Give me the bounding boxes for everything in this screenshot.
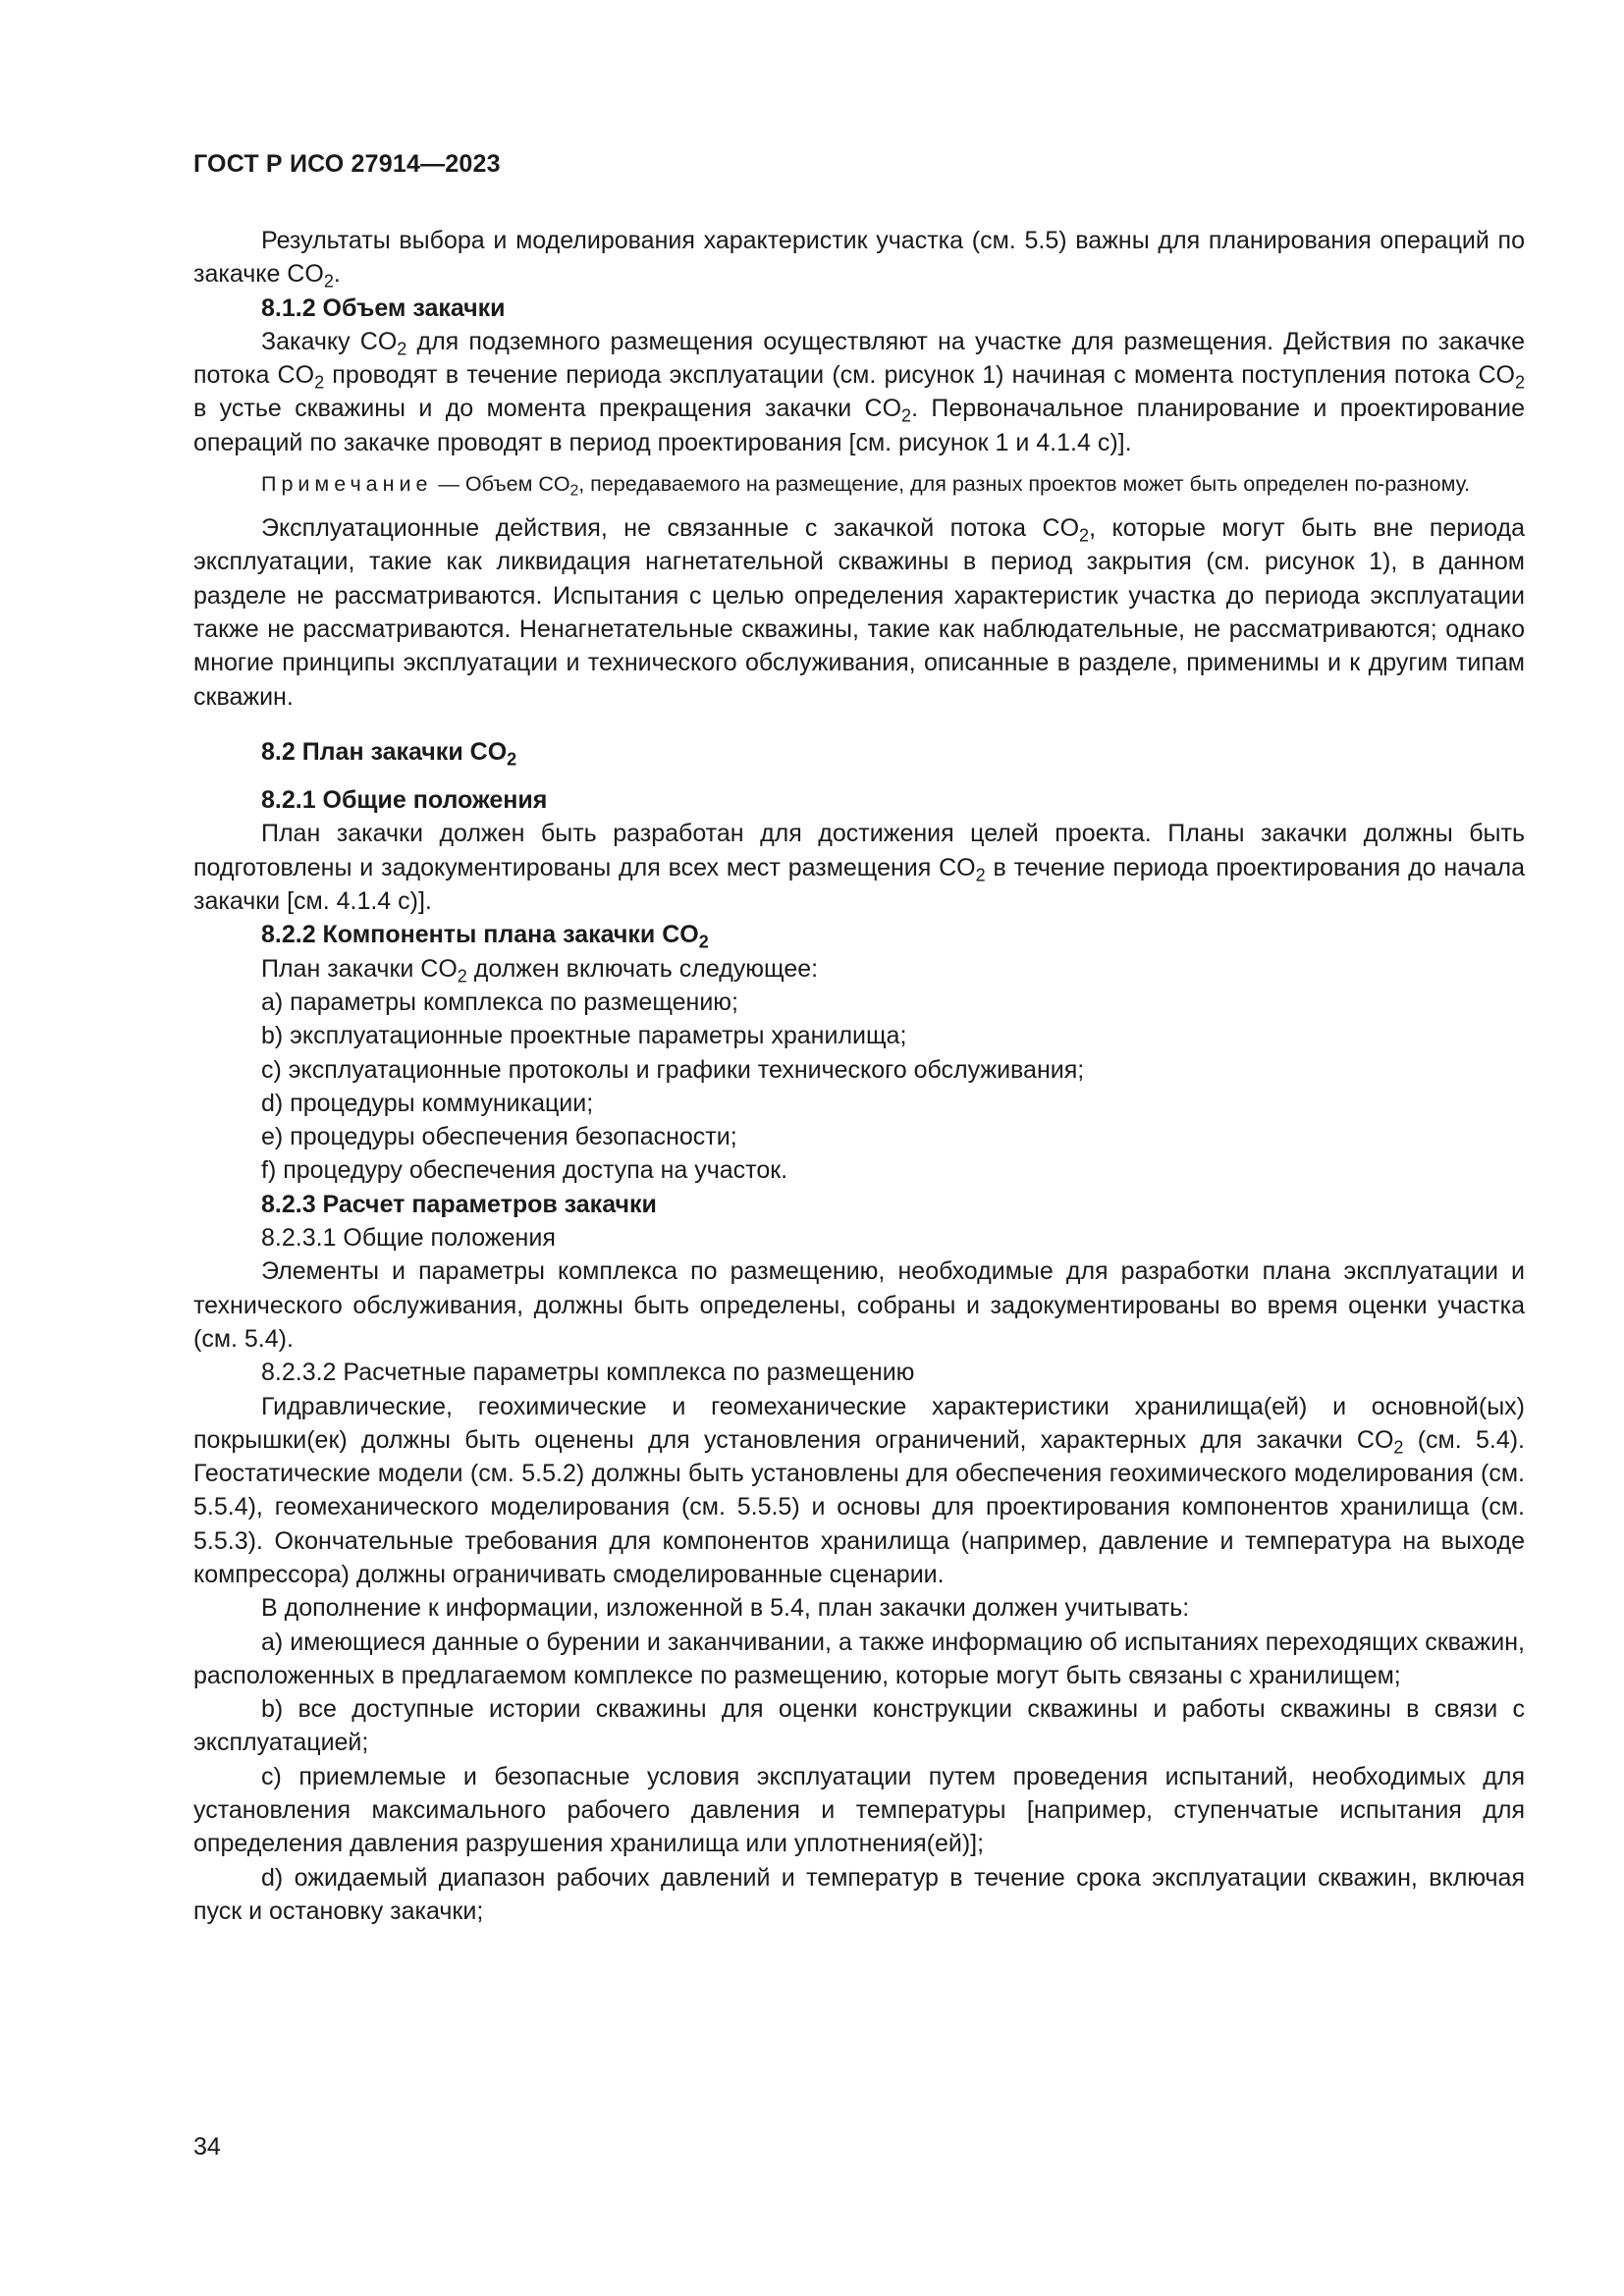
standard-header: ГОСТ Р ИСО 27914—2023 (193, 150, 501, 178)
page-number: 34 (193, 2133, 221, 2161)
list-item: e) процедуры обеспечения безопасности; (261, 1123, 737, 1151)
paragraph-plan-components: План закачки $CO_2$ должен включать следующее: (261, 954, 819, 987)
list-item: a) параметры комплекса по размещению; (261, 988, 738, 1016)
paragraph-injection-plan: План закачки должен быть разработан для достижения целей проекта. Планы закачки должны быть подготовлены и задокументированы для всех мест размещения $CO_2$ в течение периода проектирования до начала закачки [см. 4.1.4 c)]. (193, 820, 1525, 916)
note: Примечание — Объем $CO_2$, передаваемого на размещение, для разных проектов может быть определен по-разному. (261, 472, 1471, 500)
paragraph-site-selection: Результаты выбора и моделирования характеристик участка (см. 5.5) важны для планирования операций по закачке $CO_2$. (193, 227, 1525, 292)
list-item: a) имеющиеся данные о бурении и заканчивании, а также информацию об испытаниях переходящих скважин, расположенных в предлагаемом комплексе по размещению, которые могут быть связаны с хранилищем; (193, 1628, 1525, 1689)
paragraph-hydraulic-characteristics: Гидравлические, геохимические и геомеханические характеристики хранилища(ей) и основной(ых) покрышки(ек) должны быть оценены для установления ограничений, характерных для закачки $CO_2$ (см. 5.4). Геостатические модели (см. 5.5.2) должны быть установлены для обеспечения геохимического моделирования (см. 5.5.4), геомеханического моделирования (см. 5.5.5) и основы для проектирования компонентов хранилища (см. 5.5.3). Окончательные требования для компонентов хранилища (например, давление и температура на выходе компрессора) должны ограничивать смоделированные сценарии. (193, 1392, 1526, 1588)
heading-8-2-3-2: 8.2.3.2 Расчетные параметры комплекса по размещению (261, 1359, 915, 1387)
list-item: d) ожидаемый диапазон рабочих давлений и температур в течение срока эксплуатации скважин, включая пуск и остановку закачки; (193, 1863, 1525, 1925)
heading-8-2-2: 8.2.2 Компоненты плана закачки $CO_2$ (261, 921, 709, 952)
heading-8-2-3-1: 8.2.3.1 Общие положения (261, 1224, 556, 1253)
list-item: f) процедуру обеспечения доступа на участок. (261, 1156, 788, 1185)
paragraph-injection-volume: Закачку $CO_2$ для подземного размещения осуществляют на участке для размещения. Действия по закачке потока $CO_2$ проводят в течение периода эксплуатации (см. рисунок 1) начиная с момента поступления потока $CO_2$ в устье скважины и до момента прекращения закачки $CO_2$. Первоначальное планирование и проектирование операций по закачке проводят в период проектирования [см. рисунок 1 и 4.1.4 c)]. (193, 327, 1525, 456)
heading-8-2-3: 8.2.3 Расчет параметров закачки (261, 1190, 657, 1218)
list-item: c) эксплуатационные протоколы и графики технического обслуживания; (261, 1055, 1085, 1084)
document-body (193, 224, 1525, 1928)
list-item: c) приемлемые и безопасные условия эксплуатации путем проведения испытаний, необходимых для установления максимального рабочего давления и температуры [например, ступенчатые испытания для определения давления разрушения хранилища или уплотнения(ей)]; (193, 1762, 1525, 1858)
list-item: b) все доступные истории скважины для оценки конструкции скважины и работы скважины в связи с эксплуатацией; (193, 1695, 1525, 1757)
heading-8-2-1: 8.2.1 Общие положения (261, 786, 548, 815)
paragraph-operational-actions: Эксплуатационные действия, не связанные с закачкой потока $CO_2$, которые могут быть вне периода эксплуатации, такие как ликвидация нагнетательной скважины в период закрытия (см. рисунок 1), в данном разделе не рассматриваются. Испытания с целью определения характеристик участка до периода эксплуатации также не рассматриваются. Ненагнетательные скважины, такие как наблюдательные, не рассматриваются; однако многие принципы эксплуатации и технического обслуживания, описанные в разделе, применимы и к другим типам скважин. (193, 514, 1525, 711)
note-label: Примечание (261, 472, 433, 497)
list-item: d) процедуры коммуникации; (261, 1089, 594, 1117)
heading-8-1-2: 8.1.2 Объем закачки (261, 294, 506, 322)
paragraph-additional-info: В дополнение к информации, изложенной в 5.4, план закачки должен учитывать: (261, 1594, 1190, 1623)
list-item: b) эксплуатационные проектные параметры хранилища; (261, 1022, 907, 1050)
paragraph-storage-elements: Элементы и параметры комплекса по размещению, необходимые для разработки плана эксплуатации и технического обслуживания, должны быть определены, собраны и задокументированы во время оценки участка (см. 5.4). (193, 1257, 1525, 1353)
heading-8-2: 8.2 План закачки $CO_2$ (261, 737, 517, 770)
